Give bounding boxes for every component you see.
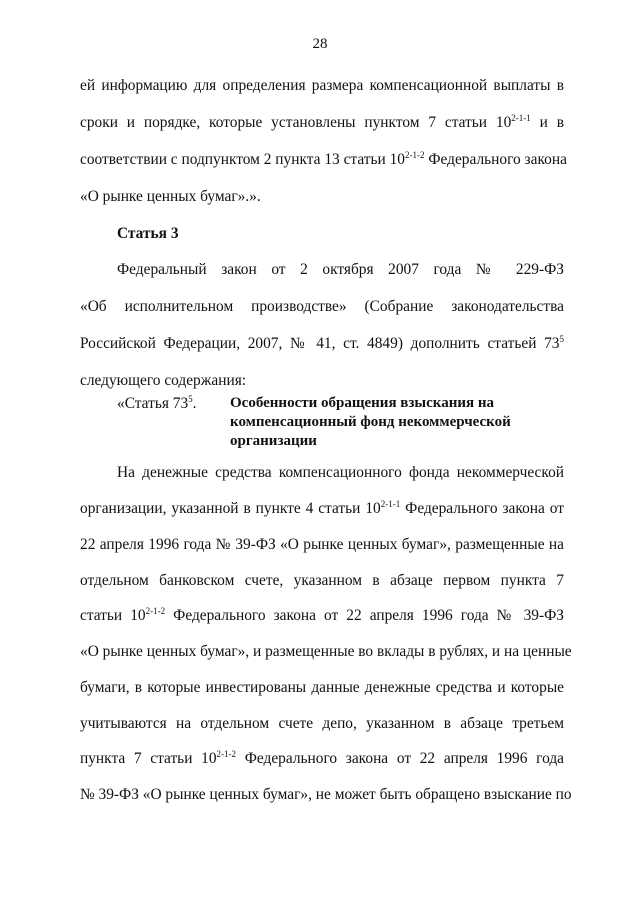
text-line: сроки и порядке, которые установлены пунктом 7 статьи 10$^{2-1-1}$ и в: [80, 113, 564, 131]
text-line: № 39-ФЗ «О рынке ценных бумаг», не может быть обращено взыскание по: [80, 786, 572, 803]
title-line: организации: [230, 433, 317, 449]
article-73-5-label: «Статья $73^5$.: [117, 394, 197, 412]
superscript: 2-1-2: [145, 606, 166, 616]
text-line: отдельном банковском счете, указанном в абзаце первом пункта 7: [80, 572, 564, 589]
page-number: 28: [312, 36, 328, 52]
superscript: 2-1-1: [511, 113, 531, 123]
text-line: 22 апреля 1996 года № 39-ФЗ «О рынке ценных бумаг», размещенные на: [80, 536, 564, 553]
superscript: 2-1-2: [404, 150, 425, 160]
text-line: следующего содержания:: [80, 372, 247, 389]
superscript: 5: [559, 334, 564, 344]
superscript: 5: [188, 394, 193, 404]
text-line: организации, указанной в пункте 4 статьи 10$^{2-1-1}$ Федерального закона от: [80, 499, 564, 517]
text-line: «О рынке ценных бумаг», и размещенные во вклады в рублях, и на ценные: [80, 643, 572, 660]
superscript: 2-1-2: [216, 749, 237, 759]
text-line: пункта 7 статьи 10$^{2-1-2}$ Федерального закона от 22 апреля 1996 года: [80, 749, 564, 767]
article-heading: Статья 3: [117, 225, 179, 242]
text-line: «О рынке ценных бумаг».».: [80, 188, 261, 205]
text-line: ей информацию для определения размера компенсационной выплаты в: [80, 77, 564, 94]
text-line: «Об исполнительном производстве» (Собрание законодательства: [80, 298, 564, 315]
superscript: 2-1-1: [380, 499, 401, 509]
text-line: соответствии с подпунктом 2 пункта 13 статьи 10$^{2-1-2}$ Федерального закона: [80, 150, 567, 168]
text-line: Федеральный закон от 2 октября 2007 года № 229-ФЗ: [117, 261, 564, 278]
text-line: учитываются на отдельном счете депо, указанном в абзаце третьем: [80, 715, 564, 732]
text-line: бумаги, в которые инвестированы данные денежные средства и которые: [80, 679, 564, 696]
title-line: компенсационный фонд некоммерческой: [230, 414, 511, 430]
text-line: Российской Федерации, 2007, № 41, ст. 4849) дополнить статьей $73^5$: [80, 334, 564, 352]
text-line: статьи 10$^{2-1-2}$ Федерального закона от 22 апреля 1996 года № 39-ФЗ: [80, 606, 564, 624]
article-73-5-title: [230, 394, 530, 451]
text-line: На денежные средства компенсационного фонда некоммерческой: [117, 464, 564, 481]
title-line: Особенности обращения взыскания на: [230, 395, 495, 411]
